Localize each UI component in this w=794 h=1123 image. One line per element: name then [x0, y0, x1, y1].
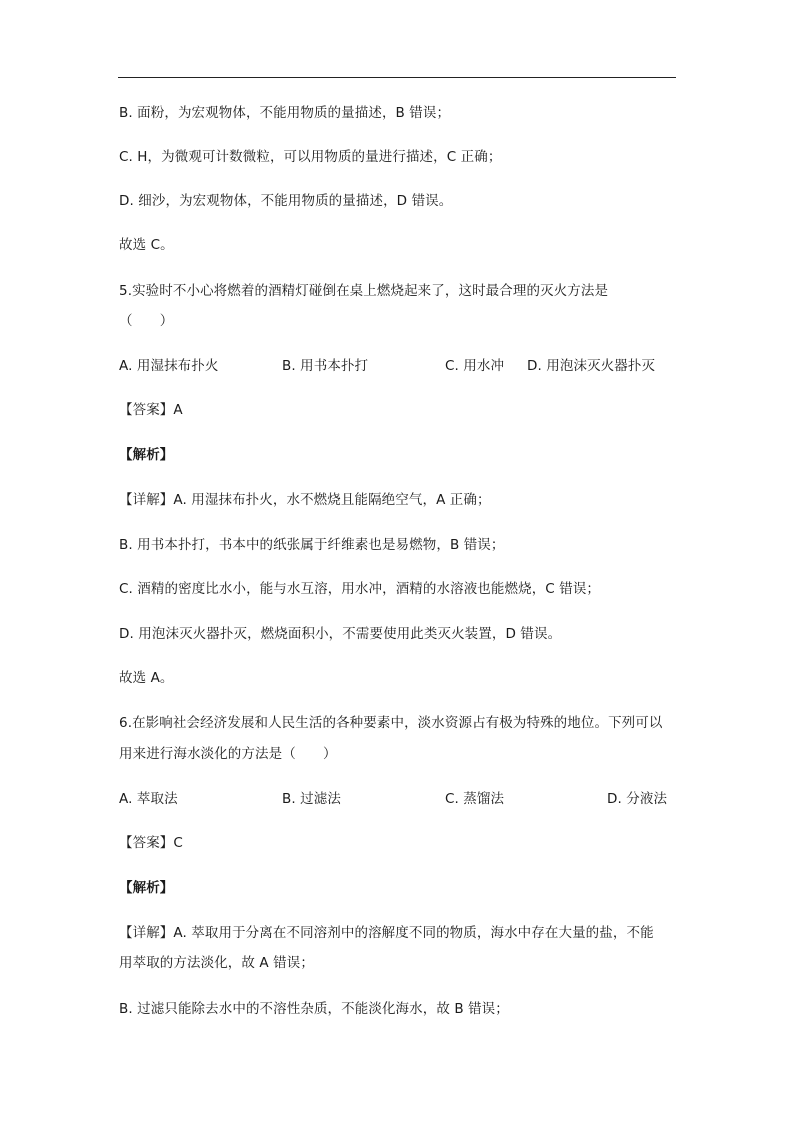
q6-option-b: B. 过滤法	[282, 791, 341, 807]
q6-answer: 【答案】C	[119, 835, 183, 851]
q4-option-b-explanation: B. 面粉，为宏观物体，不能用物质的量描述，B 错误；	[119, 105, 451, 121]
q5-option-c: C. 用水冲	[445, 358, 505, 374]
q5-option-a: A. 用湿抹布扑火	[119, 358, 219, 374]
q6-stem-line1: 6.在影响社会经济发展和人民生活的各种要素中，淡水资源占有极为特殊的地位。下列可以	[119, 715, 663, 731]
q5-option-b-explanation: B. 用书本扑打，书本中的纸张属于纤维素也是易燃物，B 错误；	[119, 537, 505, 553]
q6-analysis-label: 【解析】	[119, 880, 174, 896]
q5-options	[0, 357, 794, 375]
q6-detail-line2: 用萃取的方法淡化，故 A 错误；	[119, 955, 314, 971]
q6-options	[0, 790, 794, 808]
q6-stem-line2: 用来进行海水淡化的方法是（ ）	[119, 746, 337, 762]
q6-option-d: D. 分液法	[607, 791, 668, 807]
q5-detail: 【详解】A. 用湿抹布扑火，水不燃烧且能隔绝空气，A 正确；	[119, 492, 491, 508]
q5-option-d: D. 用泡沫灭火器扑灭	[527, 358, 656, 374]
q4-option-c-explanation: C. H，为微观可计数微粒，可以用物质的量进行描述，C 正确；	[119, 149, 502, 165]
q5-option-b: B. 用书本扑打	[282, 358, 369, 374]
q6-detail-line1: 【详解】A. 萃取用于分离在不同溶剂中的溶解度不同的物质，海水中存在大量的盐，不能	[119, 925, 654, 941]
q5-answer-paren: （ ）	[119, 313, 174, 329]
q5-option-c-explanation: C. 酒精的密度比水小，能与水互溶，用水冲，酒精的水溶液也能燃烧，C 错误；	[119, 581, 601, 597]
q6-option-b-explanation: B. 过滤只能除去水中的不溶性杂质，不能淡化海水，故 B 错误；	[119, 1001, 509, 1017]
q5-option-d-explanation: D. 用泡沫灭火器扑灭，燃烧面积小，不需要使用此类灭火装置，D 错误。	[119, 626, 562, 642]
q4-option-d-explanation: D. 细沙，为宏观物体，不能用物质的量描述，D 错误。	[119, 193, 453, 209]
q6-option-a: A. 萃取法	[119, 791, 178, 807]
q5-analysis-label: 【解析】	[119, 447, 174, 463]
q5-stem: 5.实验时不小心将燃着的酒精灯碰倒在桌上燃烧起来了，这时最合理的灭火方法是	[119, 283, 609, 299]
q5-answer: 【答案】A	[119, 402, 183, 418]
q5-conclusion: 故选 A。	[119, 670, 174, 686]
q4-conclusion: 故选 C。	[119, 237, 174, 253]
header-rule	[118, 77, 676, 78]
q6-option-c: C. 蒸馏法	[445, 791, 505, 807]
